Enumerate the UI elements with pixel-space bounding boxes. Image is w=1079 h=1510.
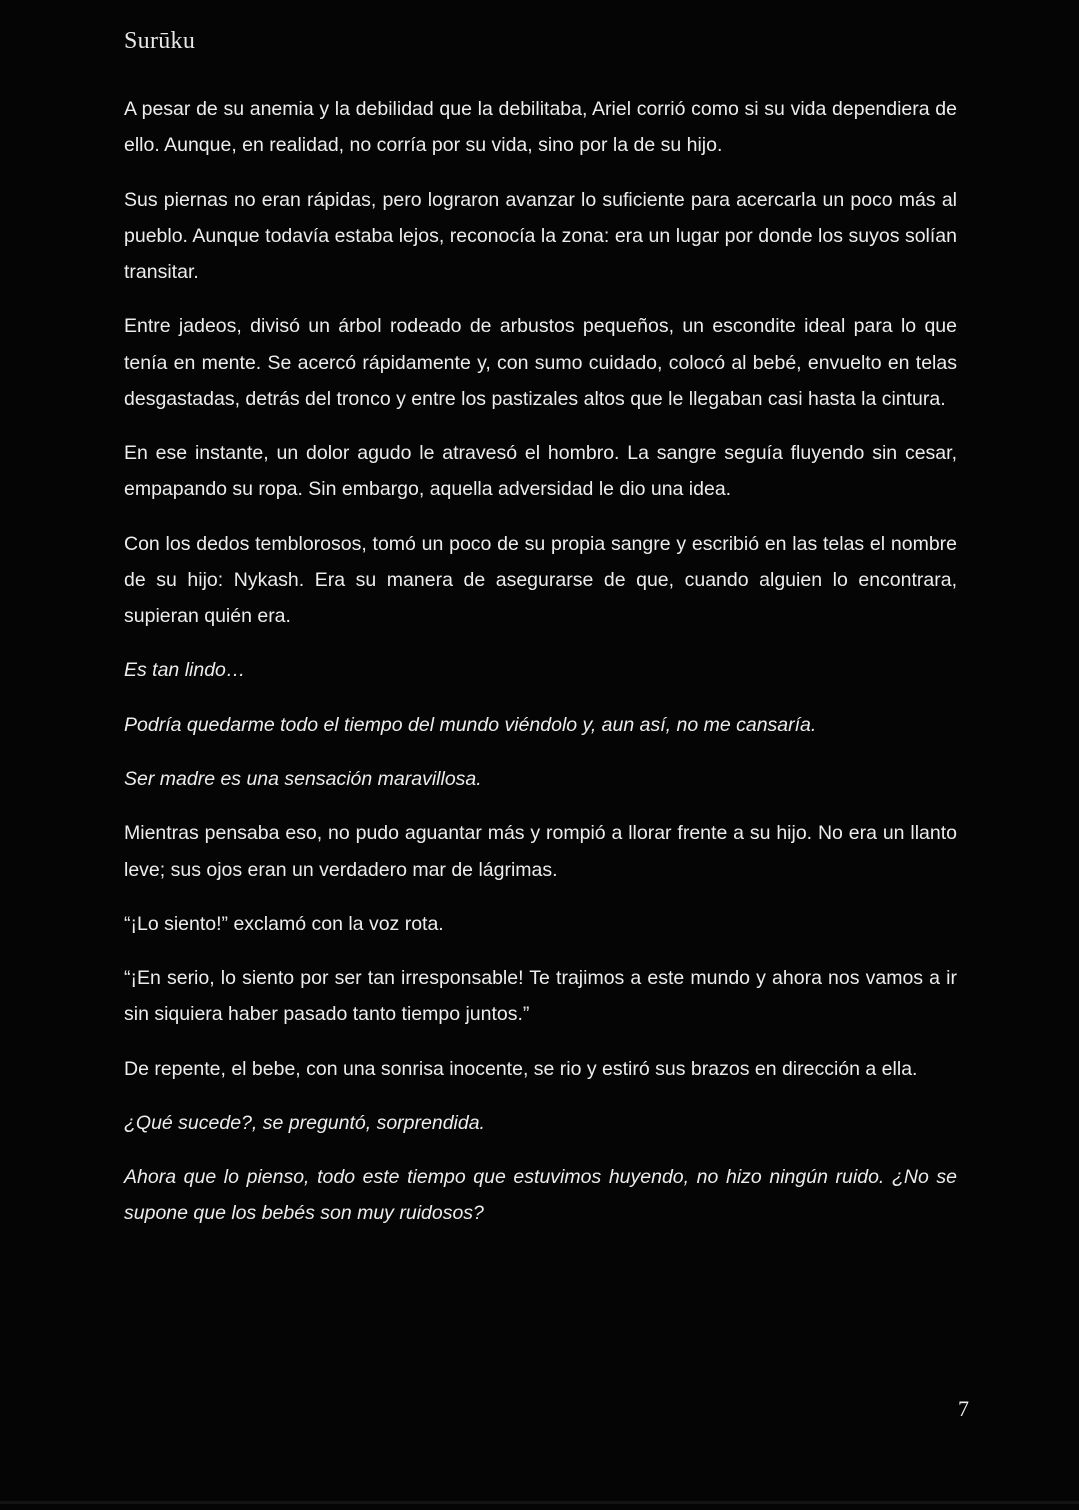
inner-thought-paragraph: Ahora que lo pienso, todo este tiempo que estuvimos huyendo, no hizo ningún ruido. ¿No se supone que los bebés son muy ruidosos? — [124, 1166, 957, 1225]
dialogue-paragraph: “¡Lo siento!” exclamó con la voz rota. — [124, 912, 444, 935]
body-paragraph: Con los dedos temblorosos, tomó un poco de su propia sangre y escribió en las telas el nombre de su hijo: Nykash. Era su manera de asegurarse de que, cuando alguien lo encontrara, supieran quién era. — [124, 532, 957, 628]
page-content — [124, 28, 957, 1250]
inner-thought-paragraph: ¿Qué sucede?, se preguntó, sorprendida. — [124, 1111, 485, 1134]
body-paragraph: Entre jadeos, divisó un árbol rodeado de arbustos pequeños, un escondite ideal para lo que tenía en mente. Se acercó rápidamente y, con sumo cuidado, colocó al bebé, envuelto en telas desgastadas, detrás del tronco y entre los pastizales altos que le llegaban casi hasta la cintura. — [124, 315, 957, 410]
body-paragraph: Mientras pensaba eso, no pudo aguantar más y rompió a llorar frente a su hijo. No era un llanto leve; sus ojos eran un verdadero mar de lágrimas. — [124, 822, 957, 881]
inner-thought-paragraph: Es tan lindo… — [124, 659, 246, 682]
body-paragraph: De repente, el bebe, con una sonrisa inocente, se rio y estiró sus brazos en dirección a ella. — [124, 1057, 918, 1080]
body-paragraph: Sus piernas no eran rápidas, pero lograron avanzar lo suficiente para acercarla un poco más al pueblo. Aunque todavía estaba lejos, reconocía la zona: era un lugar por donde los suyos solían transitar. — [124, 188, 957, 284]
page-header-title: Surūku — [124, 28, 196, 54]
inner-thought-paragraph: Ser madre es una sensación maravillosa. — [124, 767, 482, 790]
inner-thought-paragraph: Podría quedarme todo el tiempo del mundo viéndolo y, aun así, no me cansaría. — [124, 713, 817, 736]
footer-divider — [0, 1501, 1079, 1504]
dialogue-paragraph: “¡En serio, lo siento por ser tan irresponsable! Te trajimos a este mundo y ahora nos vamos a ir sin siquiera haber pasado tanto tiempo juntos.” — [124, 967, 957, 1026]
page-number: 7 — [958, 1396, 969, 1421]
body-paragraph: En ese instante, un dolor agudo le atravesó el hombro. La sangre seguía fluyendo sin cesar, empapando su ropa. Sin embargo, aquella adversidad le dio una idea. — [124, 442, 957, 501]
body-paragraph: A pesar de su anemia y la debilidad que la debilitaba, Ariel corrió como si su vida dependiera de ello. Aunque, en realidad, no corría por su vida, sino por la de su hijo. — [124, 98, 957, 157]
